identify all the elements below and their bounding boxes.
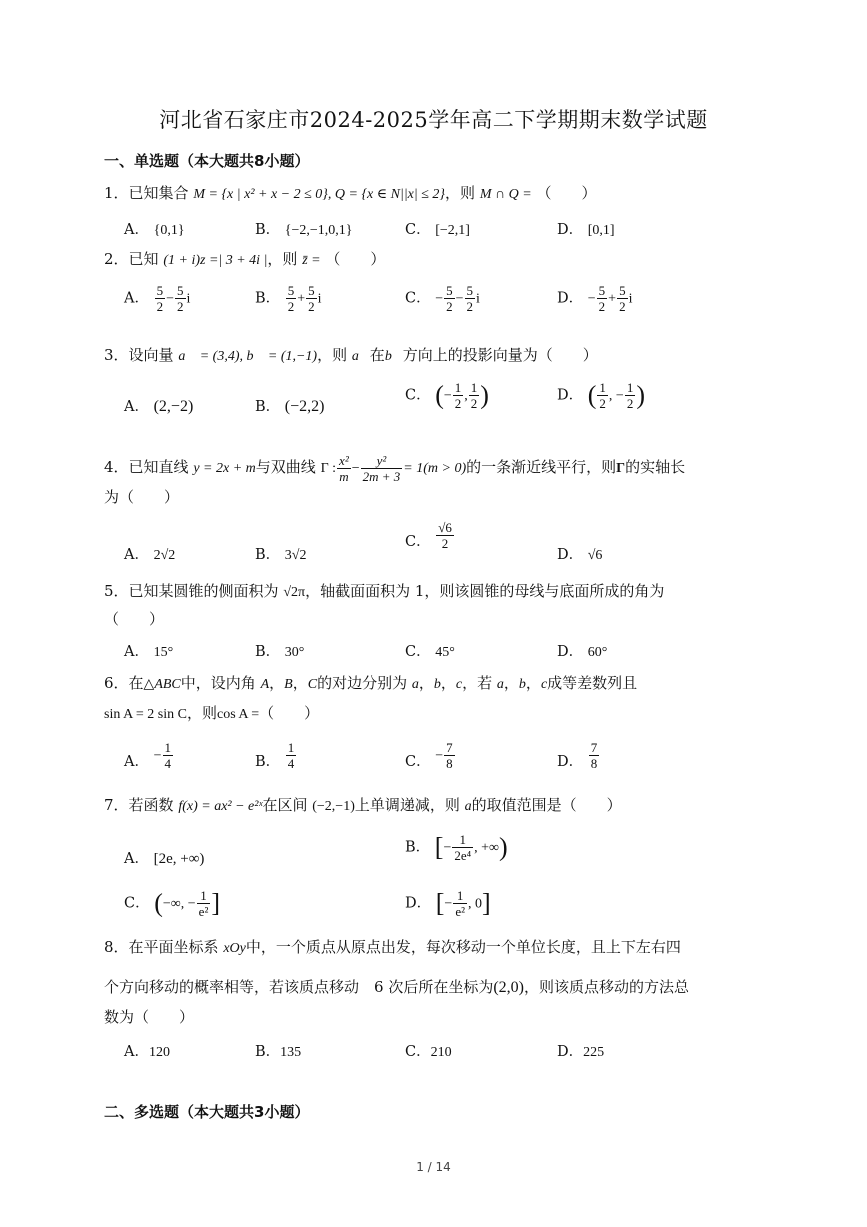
q6-line2: sin A = 2 sin C，则cos A =（ ） xyxy=(104,704,320,722)
q4-frac-x: $\frac{\text{x²}}{m}$ xyxy=(339,452,349,484)
section-heading-multi-choice: 二、多选题（本大题共3小题） xyxy=(104,1103,310,1121)
section-heading-single-choice: 一、单选题（本大题共8小题） xyxy=(104,152,310,170)
q3-stem-d: 方向上的投影向量为（ ） xyxy=(402,346,598,364)
q4-gamma: Γ : xyxy=(320,461,337,476)
q5-line2: （ ） xyxy=(104,610,165,628)
q7-function: f(x) = ax² − e²ˣ xyxy=(178,799,263,814)
q7-stem-d: 的取值范围是（ ） xyxy=(471,796,622,814)
q1-option-a[interactable]: A． {0,1} xyxy=(124,222,185,238)
q3-stem-b: ，则 xyxy=(317,346,348,364)
q1-option-d[interactable]: D． [0,1] xyxy=(557,222,615,238)
q6-stem: 6．在 xyxy=(104,674,144,692)
q4-stem-c: 的一条渐近线平行，则 xyxy=(466,458,617,476)
q1-sets-formula: M = {x | x² + x − 2 ≤ 0}, Q = {x ∈ N||x| ≤ 2} xyxy=(193,187,446,202)
q6-option-c[interactable]: C． − $\frac{7}{8}$ xyxy=(405,740,453,771)
question-6: 6．在△ABC中，设内角 A，B，C的对边分别为 a，b，c，若 a，b，c成等差数列且 xyxy=(104,674,638,692)
q3-vector-a: a⃗ xyxy=(351,349,370,364)
q2-formula: (1 + i)z =| 3 + 4i | xyxy=(163,253,268,268)
q8-stem-b: 中，一个质点从原点出发，每次移动一个单位长度，且上下左右四 xyxy=(245,938,681,956)
q6-stem-e: 成等差数列且 xyxy=(547,674,638,692)
q4-option-c[interactable]: C． $\frac{√6}{2}$ xyxy=(405,520,452,551)
q2-option-d[interactable]: D． − $\frac{5}{2}$ + $\frac{5}{2}$ i xyxy=(557,283,633,314)
q3-option-c[interactable]: C． (− $\frac{1}{2}$ , $\frac{1}{2}$ ) xyxy=(405,380,489,411)
q8-option-d[interactable]: D．225 xyxy=(557,1044,605,1060)
q4-stem-d: 的实轴长 xyxy=(625,458,686,476)
q2-conjugate: z̄ = xyxy=(302,253,321,268)
question-2 xyxy=(104,244,764,276)
q4-gamma2: Γ xyxy=(616,461,626,476)
q5-option-d[interactable]: D． 60° xyxy=(557,644,608,660)
q6-sine-relation: sin A = 2 sin C xyxy=(104,707,187,722)
q5-lateral-area: √2π xyxy=(283,585,306,600)
question-3 xyxy=(104,340,764,372)
q3-stem: 3．设向量 xyxy=(104,346,174,364)
q2-stem: 2．已知 xyxy=(104,250,159,268)
q5-stem: 5．已知某圆锥的侧面积为 xyxy=(104,582,279,600)
page-number: 1 / 14 xyxy=(416,1160,451,1174)
q8-coord: (2,0) xyxy=(493,979,524,996)
q5-option-c[interactable]: C． 45° xyxy=(405,644,455,660)
q4-option-b[interactable]: B． 3√2 xyxy=(255,547,307,563)
question-7: 7．若函数 f(x) = ax² − e²ˣ在区间 (−2,−1)上单调递减，则 a的取值范围是（ ） xyxy=(104,796,622,814)
q3-option-a[interactable]: A． (2,−2) xyxy=(124,398,194,415)
q4-frac-y: $\frac{\text{y²}}{2m + 3}$ xyxy=(362,452,401,484)
q4-stem: 4．已知直线 xyxy=(104,458,189,476)
q1-option-c[interactable]: C． [−2,1] xyxy=(405,222,470,238)
q2-stem-b: ，则 xyxy=(267,250,298,268)
q8-xoy: xOy xyxy=(223,941,246,956)
q7-option-c[interactable]: C． (−∞, − $\frac{1}{\text{e²}}$ ] xyxy=(124,888,221,919)
q1-intersection-formula: M ∩ Q = xyxy=(479,187,532,202)
q8-option-a[interactable]: A．120 xyxy=(124,1044,170,1060)
question-8 xyxy=(104,932,764,964)
q8-line2: 个方向移动的概率相等，若该质点移动 6 次后所在坐标为(2,0)，则该质点移动的方法总 xyxy=(104,978,689,996)
q1-stem-b: ，则 xyxy=(445,184,476,202)
q3-vectors-formula: a⃗ = (3,4), b⃗ = (1,−1) xyxy=(178,349,318,364)
q7-interval: (−2,−1) xyxy=(312,799,355,814)
q5-stem-b: ，轴截面面积为 1，则该圆锥的母线与底面所成的角为 xyxy=(305,582,665,600)
q7-stem-b: 在区间 xyxy=(262,796,308,814)
q7-stem: 7．若函数 xyxy=(104,796,174,814)
q3-stem-c: 在 xyxy=(369,346,385,364)
q3-option-d[interactable]: D． ( $\frac{1}{2}$ , − $\frac{1}{2}$ ) xyxy=(557,380,645,411)
q4-eq: = 1(m > 0) xyxy=(403,461,467,476)
q8-stem: 8．在平面坐标系 xyxy=(104,938,219,956)
q1-blank: （ ） xyxy=(536,184,597,202)
q4-stem-b: 与双曲线 xyxy=(255,458,316,476)
q1-stem: 1．已知集合 xyxy=(104,184,189,202)
q6-stem-c: 的对边分别为 xyxy=(317,674,408,692)
q7-option-d[interactable]: D． [− $\frac{1}{\text{e²}}$ , 0] xyxy=(405,888,491,919)
q7-option-a[interactable]: A． [2e, +∞) xyxy=(124,851,205,867)
q4-option-d[interactable]: D． √6 xyxy=(557,547,603,563)
q6-option-b[interactable]: B． $\frac{1}{4}$ xyxy=(255,740,295,771)
q2-option-c[interactable]: C． − $\frac{5}{2}$ − $\frac{5}{2}$ i xyxy=(405,283,480,314)
q8-option-b[interactable]: B．135 xyxy=(255,1044,302,1060)
q8-line3: 数为（ ） xyxy=(104,1008,195,1026)
question-1 xyxy=(104,178,764,210)
q5-option-a[interactable]: A． 15° xyxy=(124,644,174,660)
question-4: 4．已知直线 y = 2x + m与双曲线 Γ : $\frac{\text{x²}}{m}$ − $\frac{\text{y²}}{2m + 3}$ = 1(m > 0)的一条渐近线平行，则Γ的实轴长 xyxy=(104,452,686,484)
q4-line2: 为（ ） xyxy=(104,488,180,506)
q2-option-b[interactable]: B． $\frac{5}{2}$ + $\frac{5}{2}$ i xyxy=(255,283,322,314)
q3-vector-b: b⃗ xyxy=(384,349,403,364)
page-title: 河北省石家庄市2024-2025学年高二下学期期末数学试题 xyxy=(159,108,708,132)
q4-option-a[interactable]: A． 2√2 xyxy=(124,547,176,563)
q2-option-a[interactable]: A． $\frac{5}{2}$ − $\frac{5}{2}$ i xyxy=(124,283,191,314)
q7-stem-c: 上单调递减，则 xyxy=(354,796,460,814)
q4-line-formula: y = 2x + m xyxy=(193,461,256,476)
q8-option-c[interactable]: C．210 xyxy=(405,1044,452,1060)
q6-option-d[interactable]: D． $\frac{7}{8}$ xyxy=(557,740,598,771)
q7-option-b[interactable]: B． [− $\frac{1}{\text{2e⁴}}$ , +∞) xyxy=(405,832,508,863)
q1-option-b[interactable]: B． {−2,−1,0,1} xyxy=(255,222,353,238)
q6-triangle: △ABC xyxy=(143,677,181,692)
q6-cos-a: cos A = xyxy=(217,707,260,722)
q6-option-a[interactable]: A． − $\frac{1}{4}$ xyxy=(124,740,171,771)
q5-option-b[interactable]: B． 30° xyxy=(255,644,305,660)
q6-stem-b: 中，设内角 xyxy=(180,674,256,692)
q3-option-b[interactable]: B． (−2,2) xyxy=(255,398,325,415)
q2-blank: （ ） xyxy=(325,250,386,268)
q6-stem-d: ，若 xyxy=(462,674,493,692)
